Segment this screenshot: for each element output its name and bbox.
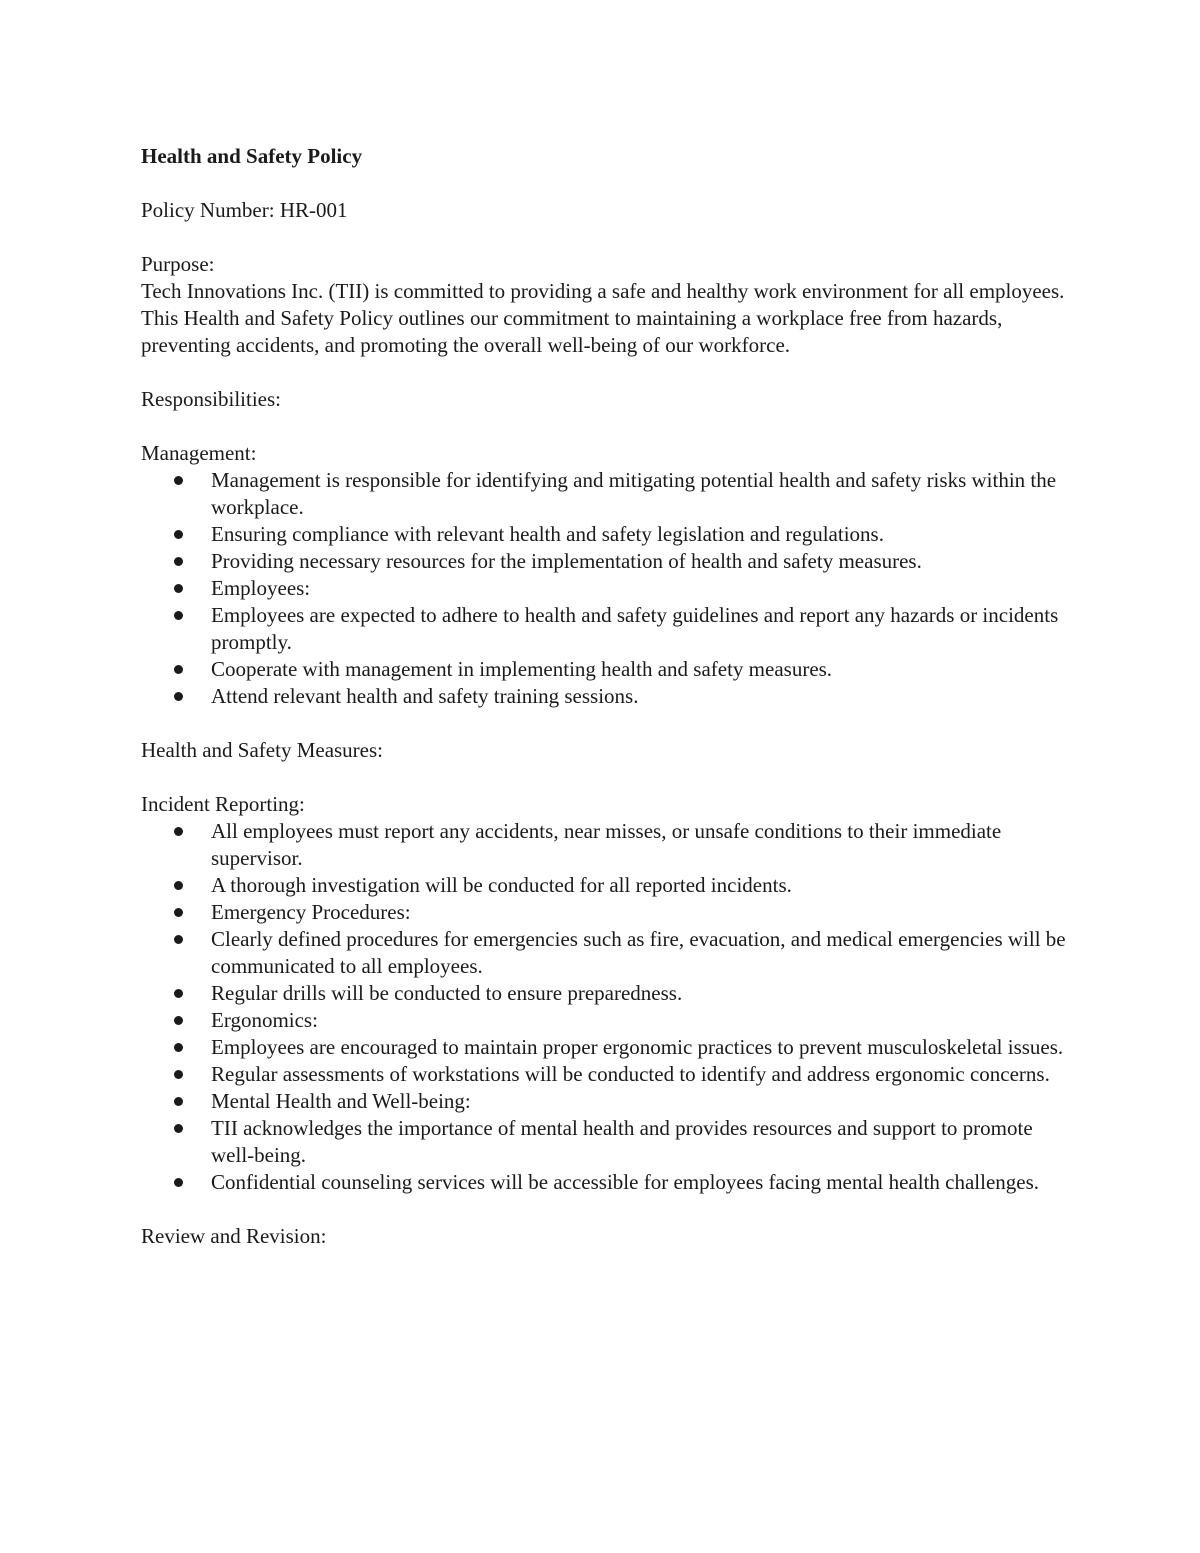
list-item-text: Cooperate with management in implementing health and safety measures. (211, 657, 833, 681)
list-item-text: Attend relevant health and safety training sessions. (211, 684, 639, 708)
list-item-text: Clearly defined procedures for emergencies such as fire, evacuation, and medical emergencies will be communicated to all employees. (211, 927, 1066, 978)
list-item (211, 1115, 1071, 1169)
bullet-icon (174, 476, 183, 485)
list-item (211, 683, 1071, 710)
bullet-icon (174, 935, 183, 944)
bullet-icon (174, 827, 183, 836)
bullet-icon (174, 1124, 183, 1133)
purpose-text: Tech Innovations Inc. (TII) is committed to providing a safe and healthy work environment for all employees. This Health and Safety Policy outlines our commitment to maintaining a workplace free from hazards, preventing accidents, and promoting the overall well-being of our workforce. (141, 279, 1065, 357)
list-item (211, 602, 1071, 656)
bullet-icon (174, 881, 183, 890)
incident-heading: Incident Reporting: (141, 792, 305, 816)
bullet-icon (174, 989, 183, 998)
document-body (141, 143, 1071, 1250)
list-item (211, 1169, 1071, 1196)
bullet-icon (174, 908, 183, 917)
list-item-text: Regular drills will be conducted to ensure preparedness. (211, 981, 683, 1005)
list-item (211, 521, 1071, 548)
list-item (211, 980, 1071, 1007)
list-item (211, 818, 1071, 872)
list-item (211, 1061, 1071, 1088)
list-item (211, 899, 1071, 926)
management-list (141, 467, 1071, 710)
list-item (211, 1088, 1071, 1115)
list-item (211, 872, 1071, 899)
bullet-icon (174, 530, 183, 539)
bullet-icon (174, 1178, 183, 1187)
list-item-text: Providing necessary resources for the implementation of health and safety measures. (211, 549, 922, 573)
list-item (211, 1007, 1071, 1034)
bullet-icon (174, 611, 183, 620)
bullet-icon (174, 692, 183, 701)
list-item (211, 926, 1071, 980)
purpose-heading: Purpose: (141, 252, 215, 276)
list-item-text: Employees are expected to adhere to health and safety guidelines and report any hazards or incidents promptly. (211, 603, 1059, 654)
bullet-icon (174, 584, 183, 593)
list-item-text: Management is responsible for identifying and mitigating potential health and safety risks within the workplace. (211, 468, 1057, 519)
responsibilities-heading: Responsibilities: (141, 387, 282, 411)
list-item-text: Ergonomics: (211, 1008, 318, 1032)
bullet-icon (174, 1043, 183, 1052)
measures-heading: Health and Safety Measures: (141, 738, 384, 762)
list-item-text: Ensuring compliance with relevant health and safety legislation and regulations. (211, 522, 884, 546)
list-item-text: All employees must report any accidents, near misses, or unsafe conditions to their immediate supervisor. (211, 819, 1002, 870)
management-heading: Management: (141, 441, 257, 465)
list-item (211, 656, 1071, 683)
bullet-icon (174, 1070, 183, 1079)
list-item-text: Regular assessments of workstations will be conducted to identify and address ergonomic concerns. (211, 1062, 1050, 1086)
bullet-icon (174, 665, 183, 674)
list-item-text: Employees are encouraged to maintain proper ergonomic practices to prevent musculoskeletal issues. (211, 1035, 1064, 1059)
list-item-text: A thorough investigation will be conducted for all reported incidents. (211, 873, 792, 897)
bullet-icon (174, 1097, 183, 1106)
list-item-text: Emergency Procedures: (211, 900, 411, 924)
incident-list (141, 818, 1071, 1196)
document-title: Health and Safety Policy (141, 144, 363, 168)
policy-number: Policy Number: HR-001 (141, 198, 348, 222)
list-item-text: Employees: (211, 576, 311, 600)
list-item-text: Mental Health and Well-being: (211, 1089, 471, 1113)
list-item (211, 467, 1071, 521)
list-item-text: TII acknowledges the importance of mental health and provides resources and support to promote well-being. (211, 1116, 1033, 1167)
bullet-icon (174, 557, 183, 566)
review-heading: Review and Revision: (141, 1224, 327, 1248)
list-item-text: Confidential counseling services will be accessible for employees facing mental health challenges. (211, 1170, 1040, 1194)
bullet-icon (174, 1016, 183, 1025)
list-item (211, 575, 1071, 602)
list-item (211, 548, 1071, 575)
list-item (211, 1034, 1071, 1061)
